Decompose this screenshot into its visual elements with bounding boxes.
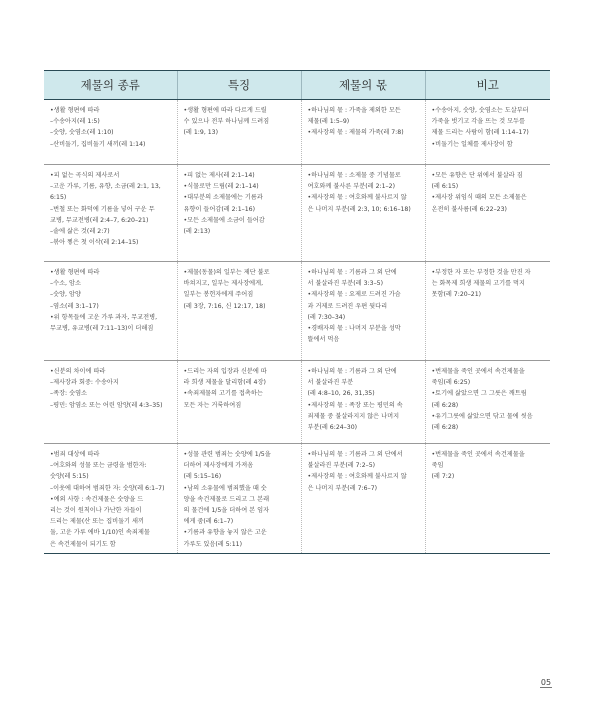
cell-line: 못함(레 7:20–21)	[431, 291, 482, 299]
cell-line: •제물(동물)의 일부는 제단 불로	[183, 269, 270, 276]
cell-line: 바쳐지고, 일부는 제사장에게,	[183, 280, 264, 288]
portion-cell	[301, 100, 425, 165]
offering-type-cell	[44, 262, 177, 361]
cell-line: 은 속건제물이 되기도 함	[50, 540, 116, 548]
cell-line: 죄제물 중 불살라지지 않은 나머지	[307, 412, 400, 420]
cell-line: •속죄제물의 고기를 접촉하는	[183, 390, 263, 398]
cell-line: (레 5:15–16)	[183, 473, 222, 481]
cell-line: (레 4:8–10, 26, 31,35)	[307, 390, 375, 398]
offering-type-cell	[44, 100, 177, 165]
cell-line: •남의 소유물에 범죄했을 때 숫	[183, 484, 267, 492]
table-row	[44, 361, 550, 444]
cell-line: •제사장의 몫 : 요제로 드려진 가슴	[307, 291, 401, 299]
cell-line: •피 없는 제사(레 2:1–14)	[183, 172, 255, 179]
portion-cell	[301, 165, 425, 262]
cell-line: •부정한 자 또는 부정한 것을 만진 자	[431, 269, 531, 276]
cell-line: •모든 소제물에 소금이 들어감	[183, 216, 265, 224]
cell-line: 숫양(레 5:15)	[50, 473, 89, 481]
features-cell	[177, 165, 301, 262]
cell-line: •피 없는 곡식의 제사로서	[50, 172, 120, 179]
cell-line: –염소(레 3:1–17)	[50, 302, 99, 310]
cell-line: –제사장과 회중: 수송아지	[50, 379, 119, 387]
cell-line: •생활 형편에 따라	[50, 107, 100, 114]
cell-line: •하나님의 몫 : 소제물 중 기념물로	[307, 172, 401, 179]
cell-line: •제사장의 몫 : 여호와께 불사르지 않	[307, 473, 407, 481]
cell-line: 죽임(레 6:25)	[431, 379, 471, 387]
cell-line: •하나님의 몫 : 가죽을 제외한 모든	[307, 107, 401, 114]
table-row	[44, 100, 550, 165]
cell-line: 유향이 들어감(레 2:1–16)	[183, 205, 256, 213]
cell-line: 둘, 고운 가루 에바 1/10)인 속죄제물	[50, 529, 150, 537]
cell-line: 교병, 무교전병(레 2:4–7, 6:20–21)	[50, 216, 149, 224]
cell-line: •제사장 위임식 때의 모든 소제물은	[431, 194, 527, 202]
cell-line: –숫양, 숫염소(레 1:10)	[50, 129, 114, 137]
cell-line: •하나님의 몫 : 기름과 그 외 단에	[307, 269, 397, 276]
cell-line: (레 1:9, 13)	[183, 129, 219, 137]
cell-line: 죽임	[431, 462, 444, 470]
cell-line: •하나님의 몫 : 기름과 그 외 단에서	[307, 451, 403, 458]
cell-line: •예외 사항 : 속건제물은 숫양을 드	[50, 495, 144, 503]
cell-line: 더하여 제사장에게 가져옴	[183, 462, 254, 470]
cell-line: 불살라진 부분(레 7:2–5)	[307, 462, 376, 470]
cell-line: 은 나머지 부분(레 7:6–7)	[307, 484, 378, 492]
cell-line: 서 불살라진 부분(레 3:3–5)	[307, 280, 384, 288]
header-features: 특징	[177, 71, 301, 100]
cell-line: •대부분의 소제물에는 기름과	[183, 194, 263, 202]
features-cell	[177, 361, 301, 444]
offerings-table-section	[44, 70, 550, 554]
cell-line: •비둘기는 일체를 제사장이 함	[431, 140, 513, 148]
portion-cell	[301, 262, 425, 361]
cell-line: 가루도 있음(레 5:11)	[183, 540, 243, 548]
cell-line: •생활 형편에 따라	[50, 269, 100, 276]
cell-line: 온전히 불사름(레 6:22–23)	[431, 205, 507, 213]
cell-line: •번제물을 죽인 곳에서 속건제물을	[431, 451, 525, 458]
cell-line: •생활 형편에 따라 다르게 드릴	[183, 107, 267, 114]
cell-line: •유기그릇에 삶았으면 닦고 물에 씻음	[431, 412, 533, 420]
cell-line: –숫양, 암양	[50, 291, 81, 299]
cell-line: –수송아지(레 1:5)	[50, 118, 100, 126]
header-portion: 제물의 몫	[301, 71, 425, 100]
cell-line: •모든 유향은 단 위에서 불살라 짐	[431, 172, 523, 179]
page-number: 05	[540, 678, 552, 687]
offering-type-cell	[44, 361, 177, 444]
cell-line: –산비둘기, 집비둘기 새끼(레 1:14)	[50, 140, 146, 148]
cell-line: 양을 속건제물로 드리고 그 본래	[183, 495, 270, 503]
features-cell	[177, 444, 301, 554]
cell-line: (레 2:13)	[183, 228, 211, 236]
header-remarks: 비고	[425, 71, 550, 100]
cell-line: 일부는 봉헌자에게 주어짐	[183, 291, 254, 299]
cell-line: (레 7:2)	[431, 473, 455, 481]
features-cell	[177, 262, 301, 361]
cell-line: –이웃에 대하여 범죄한 자: 숫양(레 6:1–7)	[50, 484, 165, 492]
cell-line: 수 있으나 전부 하나님께 드려짐	[183, 118, 270, 126]
cell-line: 6:15)	[50, 194, 67, 202]
cell-line: 은 나머지 부분(레 2:3, 10; 6:16–18)	[307, 205, 411, 213]
features-cell	[177, 100, 301, 165]
cell-line: •토기에 삶았으면 그 그릇은 깨트림	[431, 390, 527, 398]
cell-line: 부분(레 6:24–30)	[307, 424, 358, 432]
cell-line: –족장: 숫염소	[50, 390, 88, 398]
remarks-cell	[425, 262, 550, 361]
cell-line: 여호와께 불사른 부분(레 2:1–2)	[307, 183, 395, 191]
cell-line: 제물(레 1:5–9)	[307, 118, 350, 126]
cell-line: (레 6:28)	[431, 401, 459, 409]
cell-line: 제물 드리는 사람이 함(레 1:14–17)	[431, 129, 529, 137]
cell-line: •성물 관련 범죄는 숫양에 1/5을	[183, 451, 271, 458]
cell-line: •식물로만 드림(레 2:1–14)	[183, 183, 259, 191]
header-offering-type: 제물의 종류	[44, 71, 177, 100]
cell-line: (레 3장, 7:16, 신 12:17, 18)	[183, 302, 266, 310]
table-body	[44, 100, 550, 554]
remarks-cell	[425, 165, 550, 262]
cell-line: •신분의 차이에 따라	[50, 368, 106, 375]
cell-line: •위 항목들에 고운 가루 과자, 무교전병,	[50, 313, 158, 321]
remarks-cell	[425, 444, 550, 554]
table-row	[44, 262, 550, 361]
offerings-table	[44, 70, 550, 554]
cell-line: –수소, 암소	[50, 280, 81, 288]
header-row	[44, 71, 550, 100]
cell-line: 리는 것이 원칙이나 가난한 자들이	[50, 507, 142, 515]
portion-cell	[301, 361, 425, 444]
remarks-cell	[425, 100, 550, 165]
cell-line: 는 화목제 희생 제물의 고기를 먹지	[431, 280, 526, 288]
cell-line: 라 희생 제물을 달리함(레 4장)	[183, 379, 266, 387]
cell-line: •번제물을 죽인 곳에서 속건제물을	[431, 368, 525, 375]
cell-line: –번철 또는 화덕에 기름을 넣어 구운 무	[50, 205, 155, 213]
cell-line: •제사장의 몫 : 제물의 가죽(레 7:8)	[307, 129, 404, 137]
cell-line: (레 7:30–34)	[307, 313, 346, 321]
cell-line: 무교병, 유교병(레 7:11–13)이 더해짐	[50, 325, 154, 333]
cell-line: •드리는 자의 입장과 신분에 따	[183, 368, 267, 375]
cell-line: •수송아지, 숫양, 숫염소는 도살부터	[431, 107, 529, 114]
cell-line: –평민: 암염소 또는 어린 암양(레 4:3–35)	[50, 401, 163, 409]
offering-type-cell	[44, 444, 177, 554]
cell-line: 서 불살라진 부분	[307, 379, 354, 387]
cell-line: •제사장의 몫 : 여호와께 불사르지 않	[307, 194, 407, 202]
cell-line: 가죽을 벗기고 각을 뜨는 것 모두를	[431, 118, 526, 126]
table-row	[44, 444, 550, 554]
portion-cell	[301, 444, 425, 554]
table-row	[44, 165, 550, 262]
cell-line: •범죄 대상에 따라	[50, 451, 100, 458]
cell-line: 의 물건에 1/5을 더하여 본 임자	[183, 507, 270, 515]
cell-line: –볶아 찧은 첫 이삭(레 2:14–15)	[50, 239, 139, 247]
cell-line: 과 거제로 드려진 우편 뒷다리	[307, 302, 388, 310]
cell-line: –솥에 삶은 것(레 2:7)	[50, 228, 110, 236]
cell-line: •제사장의 몫 : 족장 또는 평민의 속	[307, 401, 403, 409]
cell-line: •기름과 유향을 놓지 않은 고운	[183, 529, 267, 537]
cell-line: –여호와의 성물 또는 금령을 범한자:	[50, 462, 147, 470]
cell-line: 에게 줌(레 6:1–7)	[183, 518, 234, 526]
cell-line: •하나님의 몫 : 기름과 그 외 단에	[307, 368, 397, 375]
cell-line: 모든 자는 거룩하여짐	[183, 401, 242, 409]
offering-type-cell	[44, 165, 177, 262]
cell-line: 드리는 제물(산 또는 집비둘기 새끼	[50, 518, 144, 526]
cell-line: (레 6:28)	[431, 424, 459, 432]
cell-line: –고운 가루, 기름, 유향, 소금(레 2:1, 13,	[50, 183, 161, 191]
cell-line: 뜰에서 먹음	[307, 336, 340, 344]
cell-line: (레 6:15)	[431, 183, 459, 191]
cell-line: •경배자의 몫 : 나머지 부분을 성막	[307, 325, 401, 333]
remarks-cell	[425, 361, 550, 444]
